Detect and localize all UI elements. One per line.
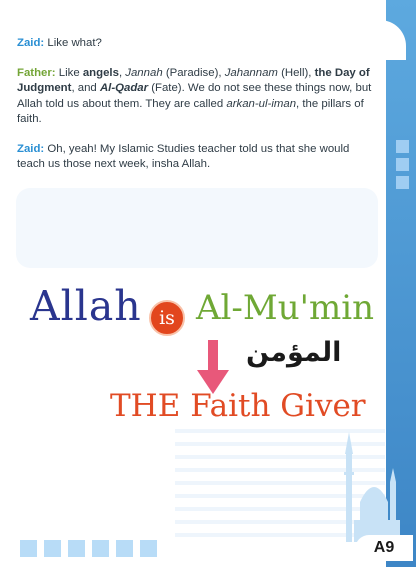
mosque-icon <box>340 432 400 542</box>
down-arrow-icon <box>197 340 229 394</box>
dialog-segment: , the pillars of faith. <box>17 97 364 125</box>
strip-square <box>396 158 409 171</box>
speaker-label: Father: <box>17 66 56 79</box>
dialog-segment: arkan-ul-iman <box>226 97 297 110</box>
footer-square <box>20 540 37 557</box>
dialog-segment: Oh, yeah! My Islamic Studies teacher told us that she would teach us those next week, insha Allah. <box>17 142 350 170</box>
dialog-paragraph <box>17 142 377 173</box>
dialog-segment: , <box>118 66 126 79</box>
strip-square <box>396 176 409 189</box>
title-meaning: THE Faith Giver <box>110 388 366 424</box>
dialog-segment: angels <box>82 66 119 79</box>
dialog-text <box>17 36 377 187</box>
title-name: Al-Mu'min <box>196 288 374 328</box>
dialog-paragraph <box>17 36 377 52</box>
dialog-segment: Like what? <box>44 37 102 49</box>
dialog-segment: the Day of Judgment <box>17 66 370 94</box>
dialog-segment: Jahannam <box>224 66 278 79</box>
background-panel <box>16 188 378 268</box>
page-number: A9 <box>355 535 413 561</box>
is-label: is <box>159 307 175 329</box>
is-badge <box>149 300 185 336</box>
footer-square <box>68 540 85 557</box>
speaker-label: Zaid: <box>17 37 45 49</box>
dialog-paragraph <box>17 66 377 128</box>
strip-square <box>396 140 409 153</box>
speaker-label: Zaid: <box>17 142 45 155</box>
footer-square <box>44 540 61 557</box>
dialog-segment: (Paradise), <box>162 66 225 79</box>
dialog-segment: , and <box>71 82 100 94</box>
title-allah: Allah <box>30 282 142 330</box>
dialog-segment: Jannah <box>125 66 163 79</box>
dialog-segment: (Fate). We do not see these things now, but Allah told us about them. They are called <box>17 82 372 110</box>
arabic-name: المؤمن <box>246 337 342 368</box>
footer-square <box>116 540 133 557</box>
dialog-segment: Al-Qadar <box>99 82 149 94</box>
dialog-segment: (Hell), <box>277 66 315 79</box>
footer-square <box>140 540 157 557</box>
footer-square <box>92 540 109 557</box>
dialog-segment: Like <box>55 66 83 79</box>
